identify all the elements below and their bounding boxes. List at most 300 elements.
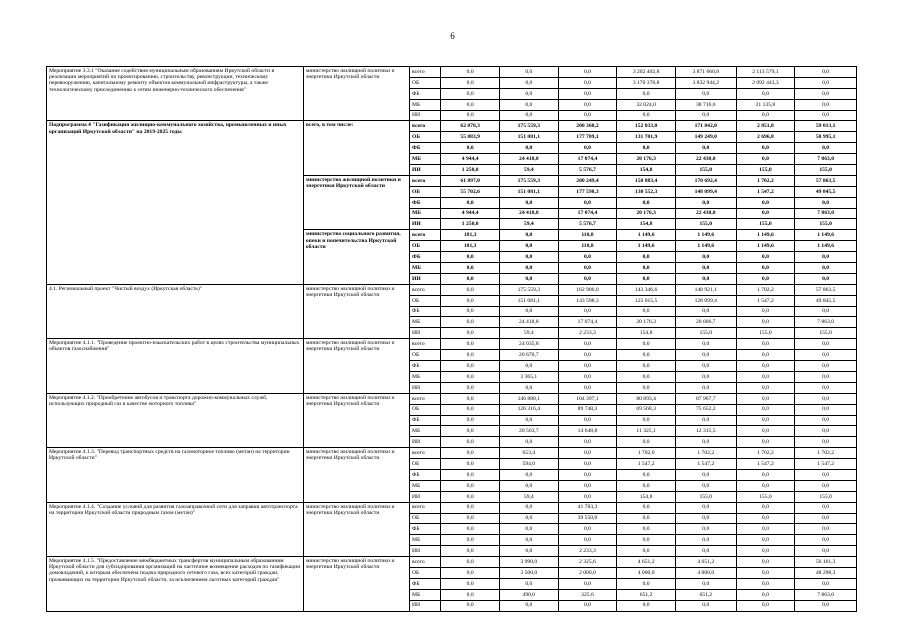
funding-source-cell: ФБ: [410, 578, 441, 589]
amount-cell: 0,0: [795, 578, 857, 589]
amount-cell: 0,0: [675, 339, 736, 350]
amount-cell: 0,0: [675, 524, 736, 535]
amount-cell: 12 315,5: [675, 426, 736, 437]
amount-cell: 39 550,0: [558, 513, 617, 524]
amount-cell: 110,8: [558, 230, 617, 241]
amount-cell: 143 598,3: [558, 295, 617, 306]
amount-cell: 7 863,0: [795, 154, 857, 165]
table-row: [47, 339, 857, 350]
amount-cell: 0,0: [795, 339, 857, 350]
amount-cell: 3 871 660,8: [675, 67, 736, 78]
amount-cell: 0,0: [441, 404, 500, 415]
table-row: [47, 502, 857, 513]
amount-cell: 131 701,9: [617, 132, 676, 143]
amount-cell: 5 576,7: [558, 219, 617, 230]
funding-source-cell: всего: [410, 121, 441, 132]
amount-cell: 20 176,3: [617, 208, 676, 219]
amount-cell: 0,0: [441, 197, 500, 208]
amount-cell: 5 576,7: [558, 165, 617, 176]
amount-cell: 1 547,2: [795, 459, 857, 470]
amount-cell: 0,0: [617, 263, 676, 274]
amount-cell: 0,0: [675, 110, 736, 121]
amount-cell: 0,0: [736, 404, 795, 415]
amount-cell: 155,0: [675, 165, 736, 176]
funding-source-cell: всего: [410, 175, 441, 186]
amount-cell: 2 325,6: [558, 557, 617, 568]
amount-cell: 151 081,1: [500, 186, 559, 197]
amount-cell: 0,0: [736, 578, 795, 589]
amount-cell: 0,0: [558, 197, 617, 208]
funding-source-cell: ИИ: [410, 110, 441, 121]
funding-source-cell: ИИ: [410, 165, 441, 176]
amount-cell: 0,0: [795, 426, 857, 437]
amount-cell: 1 702,0: [617, 448, 676, 459]
amount-cell: 1 702,2: [736, 448, 795, 459]
funding-source-cell: ФБ: [410, 252, 441, 263]
activity-name-cell: Мероприятие 4.1.4. "Создание условий для развития газозаправочной сети для заправки автотранспорта на территории Иркутской области природным газом (метан)": [47, 502, 304, 556]
funding-source-cell: ФБ: [410, 306, 441, 317]
amount-cell: 1 702,2: [736, 175, 795, 186]
funding-source-cell: ИИ: [410, 437, 441, 448]
amount-cell: 20 563,7: [500, 426, 559, 437]
amount-cell: 20 176,3: [617, 154, 676, 165]
amount-cell: 1 149,6: [736, 230, 795, 241]
amount-cell: 3 832 944,2: [675, 77, 736, 88]
amount-cell: 155,0: [675, 219, 736, 230]
amount-cell: 0,0: [736, 317, 795, 328]
amount-cell: 0,0: [500, 99, 559, 110]
amount-cell: 0,0: [441, 459, 500, 470]
amount-cell: 125 015,5: [617, 295, 676, 306]
amount-cell: 0,0: [736, 382, 795, 393]
amount-cell: 0,0: [441, 557, 500, 568]
executor-cell: министерство социального развития, опеки и попечительства Иркутской области: [303, 230, 409, 284]
funding-source-cell: всего: [410, 557, 441, 568]
amount-cell: 0,0: [795, 437, 857, 448]
amount-cell: 154,8: [617, 219, 676, 230]
amount-cell: 175 559,3: [500, 121, 559, 132]
amount-cell: 2 851,8: [736, 121, 795, 132]
amount-cell: 0,0: [558, 273, 617, 284]
amount-cell: 0,0: [558, 535, 617, 546]
funding-source-cell: всего: [410, 230, 441, 241]
amount-cell: 0,0: [558, 491, 617, 502]
amount-cell: 7 863,0: [795, 589, 857, 600]
amount-cell: 1 547,2: [736, 459, 795, 470]
amount-cell: 0,0: [558, 437, 617, 448]
activity-name-cell: 4.1. Региональный проект "Чистый воздух (Иркутская область)": [47, 284, 304, 338]
amount-cell: 0,0: [441, 339, 500, 350]
amount-cell: 170 692,4: [675, 175, 736, 186]
funding-source-cell: ОБ: [410, 567, 441, 578]
amount-cell: 0,0: [558, 415, 617, 426]
amount-cell: 148 921,1: [675, 284, 736, 295]
amount-cell: 24 418,8: [500, 154, 559, 165]
amount-cell: 0,0: [675, 546, 736, 557]
amount-cell: 0,0: [795, 535, 857, 546]
amount-cell: 1 547,2: [736, 295, 795, 306]
amount-cell: 0,0: [441, 273, 500, 284]
amount-cell: 32 024,0: [617, 99, 676, 110]
amount-cell: 0,0: [441, 143, 500, 154]
funding-source-cell: ОБ: [410, 513, 441, 524]
table-row: [47, 448, 857, 459]
amount-cell: 0,0: [500, 469, 559, 480]
amount-cell: 0,0: [795, 263, 857, 274]
amount-cell: 181,3: [441, 230, 500, 241]
amount-cell: 146 880,1: [500, 393, 559, 404]
amount-cell: 20 670,7: [500, 350, 559, 361]
amount-cell: 1 149,6: [675, 241, 736, 252]
amount-cell: 14 648,8: [558, 426, 617, 437]
amount-cell: 0,0: [441, 448, 500, 459]
amount-cell: 4 944,4: [441, 208, 500, 219]
amount-cell: 155,0: [795, 219, 857, 230]
funding-source-cell: ФБ: [410, 469, 441, 480]
amount-cell: 0,0: [558, 578, 617, 589]
amount-cell: 0,0: [795, 382, 857, 393]
amount-cell: 1 250,0: [441, 219, 500, 230]
amount-cell: 0,0: [675, 143, 736, 154]
funding-source-cell: МБ: [410, 371, 441, 382]
amount-cell: 0,0: [617, 143, 676, 154]
amount-cell: 17 074,4: [558, 154, 617, 165]
amount-cell: 87 967,7: [675, 393, 736, 404]
funding-source-cell: МБ: [410, 208, 441, 219]
amount-cell: 0,0: [617, 110, 676, 121]
amount-cell: 50 995,1: [795, 132, 857, 143]
funding-source-cell: ОБ: [410, 295, 441, 306]
amount-cell: 0,0: [500, 273, 559, 284]
amount-cell: 154,8: [617, 165, 676, 176]
amount-cell: 155,0: [795, 328, 857, 339]
amount-cell: 3 990,0: [500, 557, 559, 568]
amount-cell: 0,0: [558, 99, 617, 110]
amount-cell: 24 418,8: [500, 317, 559, 328]
amount-cell: 20 176,3: [617, 317, 676, 328]
amount-cell: 61 897,0: [441, 175, 500, 186]
table-row: [47, 67, 857, 78]
amount-cell: 0,0: [441, 350, 500, 361]
funding-source-cell: МБ: [410, 263, 441, 274]
amount-cell: 1 149,6: [617, 230, 676, 241]
amount-cell: 62 078,3: [441, 121, 500, 132]
amount-cell: 0,0: [500, 110, 559, 121]
amount-cell: 0,0: [736, 252, 795, 263]
amount-cell: 0,0: [500, 77, 559, 88]
funding-source-cell: ФБ: [410, 88, 441, 99]
amount-cell: 4 944,4: [441, 154, 500, 165]
amount-cell: 175 559,3: [500, 175, 559, 186]
amount-cell: 0,0: [500, 546, 559, 557]
funding-source-cell: ОБ: [410, 241, 441, 252]
amount-cell: 0,0: [736, 524, 795, 535]
amount-cell: 0,0: [558, 88, 617, 99]
executor-cell: министерство жилищной политики и энергетики Иркутской области: [303, 339, 409, 393]
amount-cell: 200 249,4: [558, 175, 617, 186]
amount-cell: 2 092 443,3: [736, 77, 795, 88]
amount-cell: 21 135,8: [736, 99, 795, 110]
amount-cell: 0,0: [736, 513, 795, 524]
amount-cell: 0,0: [441, 284, 500, 295]
amount-cell: 1 149,6: [617, 241, 676, 252]
amount-cell: 2 000,0: [558, 567, 617, 578]
amount-cell: 1 149,6: [736, 241, 795, 252]
amount-cell: 155,0: [736, 491, 795, 502]
amount-cell: 0,0: [441, 491, 500, 502]
amount-cell: 0,0: [500, 143, 559, 154]
amount-cell: 155,0: [795, 491, 857, 502]
amount-cell: 0,0: [795, 252, 857, 263]
amount-cell: 149 249,0: [675, 132, 736, 143]
amount-cell: 0,0: [736, 589, 795, 600]
amount-cell: 0,0: [441, 361, 500, 372]
executor-cell: министерство жилищной политики и энергетики Иркутской области: [303, 175, 409, 229]
amount-cell: 0,0: [736, 208, 795, 219]
amount-cell: 651,2: [617, 589, 676, 600]
amount-cell: 0,0: [500, 306, 559, 317]
amount-cell: 0,0: [736, 350, 795, 361]
amount-cell: 0,0: [500, 502, 559, 513]
amount-cell: 0,0: [736, 393, 795, 404]
amount-cell: 152 033,0: [617, 121, 676, 132]
amount-cell: 0,0: [675, 469, 736, 480]
amount-cell: 0,0: [736, 415, 795, 426]
funding-source-cell: ИИ: [410, 382, 441, 393]
amount-cell: 0,0: [441, 469, 500, 480]
amount-cell: 69 568,3: [617, 404, 676, 415]
amount-cell: 154,8: [617, 491, 676, 502]
amount-cell: 0,0: [617, 339, 676, 350]
amount-cell: 0,0: [500, 241, 559, 252]
amount-cell: 0,0: [795, 197, 857, 208]
amount-cell: 0,0: [617, 415, 676, 426]
amount-cell: 0,0: [795, 67, 857, 78]
amount-cell: 0,0: [795, 404, 857, 415]
amount-cell: 0,0: [558, 110, 617, 121]
amount-cell: 3 202 402,8: [617, 67, 676, 78]
amount-cell: 0,0: [500, 524, 559, 535]
amount-cell: 59,4: [500, 219, 559, 230]
amount-cell: 0,0: [736, 437, 795, 448]
amount-cell: 0,0: [795, 306, 857, 317]
amount-cell: 17 074,4: [558, 317, 617, 328]
amount-cell: 490,0: [500, 589, 559, 600]
executor-cell: министерство жилищной политики и энергетики Иркутской области: [303, 284, 409, 338]
amount-cell: 0,0: [558, 371, 617, 382]
executor-cell: всего, в том числе:: [303, 121, 409, 175]
amount-cell: 0,0: [441, 88, 500, 99]
amount-cell: 0,0: [617, 513, 676, 524]
amount-cell: 80 893,4: [617, 393, 676, 404]
funding-source-cell: МБ: [410, 317, 441, 328]
amount-cell: 1 149,6: [795, 241, 857, 252]
amount-cell: 0,0: [500, 535, 559, 546]
amount-cell: 0,0: [558, 361, 617, 372]
amount-cell: 59,4: [500, 165, 559, 176]
amount-cell: 151 081,1: [500, 295, 559, 306]
funding-source-cell: всего: [410, 393, 441, 404]
funding-source-cell: ИИ: [410, 219, 441, 230]
amount-cell: 0,0: [441, 382, 500, 393]
amount-cell: 171 842,0: [675, 121, 736, 132]
amount-cell: 1 702,2: [736, 284, 795, 295]
amount-cell: 41 783,3: [558, 502, 617, 513]
amount-cell: 0,0: [500, 437, 559, 448]
amount-cell: 0,0: [617, 197, 676, 208]
amount-cell: 128 099,4: [675, 295, 736, 306]
amount-cell: 0,0: [736, 306, 795, 317]
amount-cell: 0,0: [736, 143, 795, 154]
amount-cell: 0,0: [795, 524, 857, 535]
amount-cell: 651,2: [675, 589, 736, 600]
amount-cell: 56 161,3: [795, 557, 857, 568]
amount-cell: 0,0: [558, 67, 617, 78]
amount-cell: 1 250,0: [441, 165, 500, 176]
amount-cell: 0,0: [617, 469, 676, 480]
funding-source-cell: ФБ: [410, 415, 441, 426]
amount-cell: 59,4: [500, 491, 559, 502]
amount-cell: 0,0: [441, 589, 500, 600]
amount-cell: 150 883,4: [617, 175, 676, 186]
amount-cell: 0,0: [675, 350, 736, 361]
amount-cell: 0,0: [617, 546, 676, 557]
amount-cell: 130 552,3: [617, 186, 676, 197]
amount-cell: 0,0: [617, 382, 676, 393]
amount-cell: 151 081,1: [500, 132, 559, 143]
amount-cell: 0,0: [617, 480, 676, 491]
funding-source-cell: ФБ: [410, 361, 441, 372]
amount-cell: 177 598,3: [558, 186, 617, 197]
table-row: [47, 557, 857, 568]
amount-cell: 155,0: [736, 328, 795, 339]
executor-cell: министерство жилищной политики и энергетики Иркутской области: [303, 557, 409, 611]
amount-cell: 0,0: [675, 415, 736, 426]
amount-cell: 55 883,9: [441, 132, 500, 143]
amount-cell: 0,0: [558, 480, 617, 491]
amount-cell: 0,0: [441, 502, 500, 513]
amount-cell: 155,0: [675, 328, 736, 339]
funding-source-cell: МБ: [410, 589, 441, 600]
funding-source-cell: всего: [410, 448, 441, 459]
amount-cell: 0,0: [736, 197, 795, 208]
amount-cell: 59 013,1: [795, 121, 857, 132]
amount-cell: 0,0: [617, 578, 676, 589]
funding-source-cell: ФБ: [410, 143, 441, 154]
amount-cell: 177 709,1: [558, 132, 617, 143]
amount-cell: 0,0: [500, 88, 559, 99]
amount-cell: 0,0: [558, 600, 617, 611]
amount-cell: 0,0: [617, 600, 676, 611]
amount-cell: 200 360,2: [558, 121, 617, 132]
amount-cell: 594,0: [500, 459, 559, 470]
amount-cell: 0,0: [441, 371, 500, 382]
budget-table: [46, 66, 857, 612]
amount-cell: 0,0: [795, 415, 857, 426]
amount-cell: 0,0: [441, 393, 500, 404]
amount-cell: 0,0: [736, 600, 795, 611]
amount-cell: 0,0: [441, 77, 500, 88]
amount-cell: 0,0: [500, 578, 559, 589]
amount-cell: 24 035,8: [500, 339, 559, 350]
amount-cell: 0,0: [500, 415, 559, 426]
amount-cell: 0,0: [795, 99, 857, 110]
amount-cell: 325,6: [558, 589, 617, 600]
activity-name-cell: Мероприятие 4.1.5. "Предоставление межбюджетных трансфертов муниципальным образованиям Иркутской области для субсидирования организаций на частичное возмещение расходов по газификации домовладений, к которым обеспечена подача природного сетевого газа, всех категорий граждан, проживающих на территории Иркутской области, за исключением льготных категорий граждан": [47, 557, 304, 611]
amount-cell: 2 113 579,1: [736, 67, 795, 78]
amount-cell: 55 702,6: [441, 186, 500, 197]
amount-cell: 0,0: [558, 350, 617, 361]
funding-source-cell: ОБ: [410, 132, 441, 143]
funding-source-cell: ИИ: [410, 600, 441, 611]
funding-source-cell: МБ: [410, 154, 441, 165]
amount-cell: 0,0: [617, 524, 676, 535]
table-row: [47, 393, 857, 404]
amount-cell: 0,0: [500, 600, 559, 611]
amount-cell: 0,0: [736, 110, 795, 121]
amount-cell: 0,0: [795, 77, 857, 88]
amount-cell: 0,0: [795, 546, 857, 557]
amount-cell: 110,8: [558, 241, 617, 252]
amount-cell: 0,0: [500, 252, 559, 263]
amount-cell: 0,0: [675, 502, 736, 513]
amount-cell: 0,0: [441, 252, 500, 263]
amount-cell: 0,0: [675, 88, 736, 99]
amount-cell: 0,0: [558, 448, 617, 459]
amount-cell: 2 696,8: [736, 132, 795, 143]
amount-cell: 22 438,0: [675, 154, 736, 165]
amount-cell: 0,0: [675, 306, 736, 317]
amount-cell: 0,0: [795, 513, 857, 524]
funding-source-cell: ИИ: [410, 273, 441, 284]
amount-cell: 0,0: [617, 437, 676, 448]
amount-cell: 0,0: [736, 567, 795, 578]
amount-cell: 0,0: [795, 110, 857, 121]
amount-cell: 175 559,3: [500, 284, 559, 295]
amount-cell: 17 074,4: [558, 208, 617, 219]
amount-cell: 4 000,0: [675, 567, 736, 578]
amount-cell: 0,0: [736, 88, 795, 99]
amount-cell: 0,0: [795, 502, 857, 513]
amount-cell: 4 651,2: [617, 557, 676, 568]
amount-cell: 0,0: [558, 143, 617, 154]
amount-cell: 0,0: [736, 154, 795, 165]
amount-cell: 0,0: [617, 306, 676, 317]
amount-cell: 0,0: [441, 415, 500, 426]
funding-source-cell: ОБ: [410, 459, 441, 470]
amount-cell: 0,0: [558, 77, 617, 88]
amount-cell: 59,4: [500, 328, 559, 339]
amount-cell: 0,0: [441, 513, 500, 524]
funding-source-cell: ОБ: [410, 350, 441, 361]
amount-cell: 4 000,0: [617, 567, 676, 578]
funding-source-cell: всего: [410, 284, 441, 295]
amount-cell: 24 418,8: [500, 208, 559, 219]
amount-cell: 57 863,5: [795, 175, 857, 186]
table-row: [47, 284, 857, 295]
amount-cell: 0,0: [675, 252, 736, 263]
amount-cell: 0,0: [500, 382, 559, 393]
amount-cell: 0,0: [736, 469, 795, 480]
amount-cell: 0,0: [558, 306, 617, 317]
amount-cell: 38 716,6: [675, 99, 736, 110]
amount-cell: 0,0: [795, 393, 857, 404]
amount-cell: 148 099,4: [675, 186, 736, 197]
amount-cell: 0,0: [617, 350, 676, 361]
amount-cell: 0,0: [675, 480, 736, 491]
amount-cell: 653,4: [500, 448, 559, 459]
amount-cell: 3 170 378,8: [617, 77, 676, 88]
